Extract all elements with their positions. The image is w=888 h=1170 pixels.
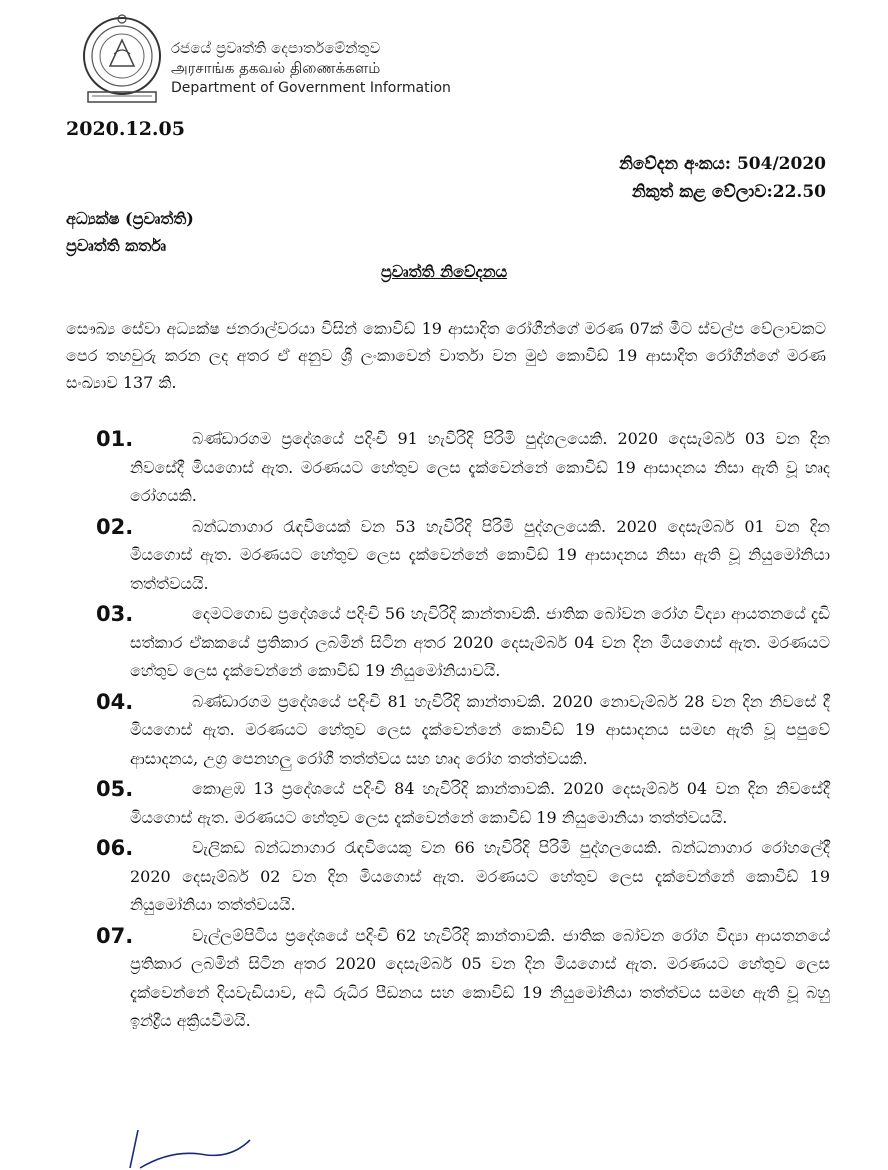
case-item xyxy=(60,688,830,774)
case-description: වැල්ලම්පිටිය ප්‍රදේශයේ පදිංචි 62 හැවිරිදි කාන්තාවකි. ජාතික බෝවන රෝග විද්‍යා ආයතනයේ ප්‍රතිකාර ලබමින් සිටින අතර 2020 දෙසැම්බර් 05 වන දින මියගොස් ඇත. මරණයට හේතුව ලෙස දැක්වෙන්නේ දියවැඩියාව, අධි රුධිර පීඩනය සහ කොවිඩ් 19 නියුමෝනියා තත්ත්වය සමඟ ඇති වූ බහු ඉන්ද්‍රීය අක්‍රියවීමයි. xyxy=(130,925,830,1030)
case-item xyxy=(60,922,830,1036)
department-name-block xyxy=(171,38,451,98)
reference-block xyxy=(619,150,826,206)
case-description: වැලිකඩ බන්ධනාගාර රැඳවියෙකු වන 66 හැවිරිදි පිරිමි පුද්ගලයෙකි. බන්ධනාගාර රෝහලේදී 2020 දෙසැම්බර් 02 වන දින මියගොස් ඇත. මරණයට හේතුව ලෙස දැක්වෙන්නේ කොවිඩ් 19 නියුමෝනියා තත්ත්වයයි. xyxy=(130,838,830,914)
case-item xyxy=(60,775,830,832)
case-number: 01. xyxy=(96,427,134,451)
case-number: 05. xyxy=(96,777,134,801)
case-item xyxy=(60,513,830,599)
intro-paragraph: සෞඛ්‍ය සේවා අධ්‍යක්ෂ ජනරාල්වරයා විසින් කොවිඩ් 19 ආසාදිත රෝගීන්ගේ මරණ 07ක් මීට ස්වල්ප වේලාවකට පෙර තහවුරු කරන ලද අතර ඒ අනුව ශ්‍රී ලංකාවෙන් වාර්තා වන මුළු කොවිඩ් 19 ආසාදිත රෝගීන්ගේ මරණ සංඛ්‍යාව 137 කි. xyxy=(66,319,826,392)
case-number: 07. xyxy=(96,923,134,948)
case-item xyxy=(60,600,830,686)
case-description: බන්ධනාගාර රැඳවියෙක් වන 53 හැවිරිදි පිරිමි පුද්ගලයෙකි. 2020 දෙසැම්බර් 01 වන දින මියගොස් ඇත. මරණයට හේතුව ලෙස දැක්වෙන්නේ කොවිඩ් 19 ආසාදනය නිසා ඇති වූ නියුමෝනියා තත්ත්වයයි. xyxy=(130,516,830,593)
case-list xyxy=(60,425,830,1038)
case-number: 06. xyxy=(96,836,134,860)
release-date: 2020.12.05 xyxy=(66,118,185,140)
sri-lanka-emblem-icon xyxy=(78,10,166,106)
case-description: කොළඹ 13 ප්‍රදේශයේ පදිංචි 84 හැවිරිදි කාන්තාවකි. 2020 දෙසැම්බර් 04 වන දින නිවසේදී මියගොස් ඇත. මරණයට හේතුව ලෙස දැක්වෙන්නේ කොවිඩ් 19 නියුමොනියා තත්ත්වයයි. xyxy=(130,779,830,827)
signature-mark xyxy=(110,1110,270,1170)
case-number: 04. xyxy=(96,689,134,714)
case-description: බණ්ඩාරගම ප්‍රදේශයේ පදිංචි 91 හැවිරිදි පිරිමි පුද්ගලයෙකි. 2020 දෙසැම්බර් 03 වන දින නිවසේදී මියගොස් ඇත. මරණයට හේතුව ලෙස දැක්වෙන්නේ කොවිඩ් 19 ආසාදනය නිසා ඇති වූ හෘද රෝගයකි. xyxy=(130,429,830,505)
department-name-tamil: அரசாங்க தகவல் திணைக்களம் xyxy=(171,59,381,77)
signer-block xyxy=(66,205,194,259)
case-item xyxy=(60,425,830,511)
department-name-sinhala: රජයේ ප්‍රවෘත්ති දෙපාර්තමේන්තුව xyxy=(171,39,381,57)
department-name-english: Department of Government Information xyxy=(171,80,451,96)
release-time: නිකුත් කළ වේලාව:22.50 xyxy=(631,182,826,202)
document-title: ප්‍රවෘත්ති නිවේදනය xyxy=(380,262,508,281)
signer-title: අධ්‍යක්ෂ (ප්‍රවෘත්ති) xyxy=(66,209,194,228)
case-item xyxy=(60,834,830,920)
case-number: 03. xyxy=(96,602,134,626)
signer-role: ප්‍රවෘත්ති කර්තෘ xyxy=(66,236,167,255)
case-number: 02. xyxy=(96,514,134,539)
case-description: බණ්ඩාරගම ප්‍රදේශයේ පදිංචි 81 හැවිරිදි කාන්තාවකි. 2020 නොවැම්බර් 28 වන දින නිවසේ දී මියගොස් ඇත. මරණයට හේතුව ලෙස දැක්වෙන්නේ කොවිඩ් 19 ආසාදනය සමඟ ඇති වූ පපුවේ ආසාදනය, උග්‍ර පෙනහලු රෝගී තත්ත්වය සහ හෘද රෝග තත්ත්වයකි. xyxy=(130,691,830,768)
case-description: දෙමටගොඩ ප්‍රදේශයේ පදිංචි 56 හැවිරිදි කාන්තාවකි. ජාතික බෝවන රෝග විද්‍යා ආයතනයේ දැඩි සත්කාර ඒකකයේ ප්‍රතිකාර ලබමින් සිටින අතර 2020 දෙසැම්බර් 04 වන දින මියගොස් ඇත. මරණයට හේතුව ලෙස දැක්වෙන්නේ කොවිඩ් 19 නියුමෝනියාවයි. xyxy=(130,604,830,680)
letterhead xyxy=(68,8,488,113)
release-number: නිවේදන අංකය: 504/2020 xyxy=(619,154,826,174)
